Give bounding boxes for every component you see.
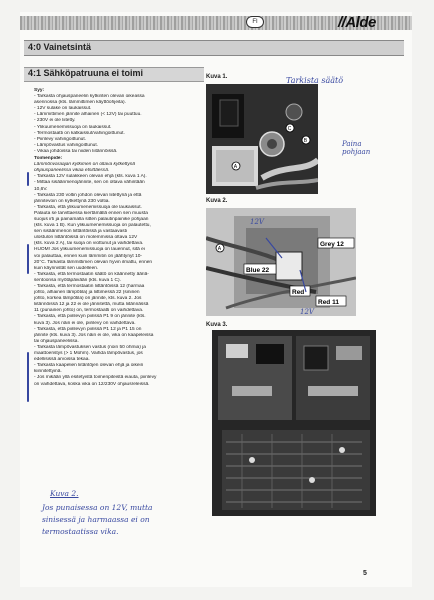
body-line: - Jos mikään yllä esitetyistä toimenpiteistä eiauta, piirilevy	[34, 375, 157, 381]
body-heading: Toimenpide:	[34, 156, 63, 162]
body-line: 10,6V.	[34, 186, 48, 192]
figure-1-photo	[206, 84, 318, 194]
body-line: - Tarkasta lämpövastuksen vastus (noin 50 ohmia) ja	[34, 344, 146, 350]
brand-logo: //Alde	[338, 14, 376, 31]
figure-1-illustration	[206, 84, 318, 194]
body-line: kuva 3). Jos näin ei ole, piirilevy on vaihdettava.	[34, 320, 136, 326]
callout-a: A	[233, 164, 238, 170]
section-title: 4:0 Vainetsintä	[28, 42, 92, 52]
body-line: jännitevoin on kytkettynä 230 voltia.	[34, 198, 110, 204]
figure-2-illustration	[206, 208, 356, 316]
body-line: ohjauspaneelissa vikaa etsittäessä.	[34, 168, 110, 174]
margin-mark	[27, 172, 29, 186]
label-red-11: Red 11	[318, 299, 339, 306]
body-line: on vaihdettava, koska vika on 12/230V ohjausreleissä.	[34, 381, 150, 387]
callout-c: C	[287, 126, 292, 132]
callout-b: B	[303, 138, 308, 144]
label-red: Red	[292, 289, 305, 296]
body-line: johto, korkea lämpötila) on jännite, kts. kuva 2. Jos	[34, 296, 142, 302]
body-text-column	[34, 87, 206, 388]
body-line: kuin käynnistät sen uudelleen.	[34, 265, 99, 271]
body-line: ulostulon liittäntöissä on molemmissa oltava 12V	[34, 235, 138, 241]
label-blue-22: Blue 22	[246, 267, 270, 274]
body-line: sentoonsa myötäpäivään (kts. kuva 1 C).	[34, 277, 121, 283]
handwritten-note-thermostat: Tarkista säätö	[286, 76, 344, 85]
body-line: edellisissä arvoissa tekaa.	[34, 357, 90, 363]
body-line: voi palauttaa, ennen kuin lämmitin on jäähtynyt 10-	[34, 253, 142, 259]
body-line: Lämmönvaraajan kytkimen on oltava kytkettynä	[34, 162, 136, 168]
body-line: - Tarkasta 12V sulakkeen olevan ehjä (kts. kuva 1 A).	[34, 174, 147, 180]
margin-mark	[27, 244, 29, 274]
handwritten-note-body	[42, 502, 212, 538]
body-line: - 12V sulake on laukaissut.	[34, 106, 92, 112]
body-line: - Vikaa johdoissa tai niiden liitännöissä.	[34, 148, 118, 154]
page-number: 5	[363, 570, 367, 577]
body-line: (kts. kuva 2 A), tai suoja on viottunut ja vaihdettava.	[34, 241, 144, 247]
handwritten-line: termostaatissa vika.	[42, 527, 119, 536]
body-line: sen sisäänmenon liittäntöissä ja vastaavasti	[34, 229, 128, 235]
figure-2-label: Kuva 2.	[206, 198, 228, 204]
body-line: HUOM! Jos ylikuumenemissuoja on lauennut, sitä ei	[34, 247, 145, 253]
body-line: tai ohjauspaneelissa.	[34, 338, 79, 344]
handwritten-note-12v-top: 12V	[250, 218, 264, 226]
body-line: asennossa (kts. lämmittimen käyttöohjeita).	[34, 100, 126, 106]
body-line: - Lämpövastus vahingoittunut.	[34, 142, 98, 148]
body-line: - Lämmittimen jännite alhainen (< 12V) tai puuttuu.	[34, 112, 142, 118]
body-line: (kts. kuva 1 B). Kun ylikuumenemissuoja on palautettu,	[34, 223, 151, 229]
margin-mark	[27, 352, 29, 402]
section-heading	[24, 40, 404, 56]
label-grey-12: Grey 12	[320, 241, 344, 248]
figure-1-label: Kuva 1.	[206, 74, 228, 80]
handwritten-note-title: Kuva 2.	[50, 489, 79, 498]
body-line: - Ylikuumenemissuoja on laukaissut.	[34, 124, 112, 130]
body-line: Palauta se tarvittaessa kiertämällä ennen sen muusta	[34, 210, 148, 216]
body-line: - Tarkasta 230 voltin johdon olevan liitettynä ja että	[34, 192, 142, 198]
subsection-title: 4:1 Sähköpatruuna ei toimi	[28, 68, 144, 78]
body-line: - 230V ei ole liitetty.	[34, 118, 76, 124]
body-line: jännite (kts. kuva 3). Jos näin ei ole, vika on kaapeleissa	[34, 332, 154, 338]
body-line: - Tarkasta, että termostaatin liittäntöissä 12 (harmaa	[34, 284, 145, 289]
handwritten-line: sinisessä ja harmaassa ei on	[42, 515, 150, 524]
body-line: - Tarkasta, että piirilevyn piirissä P1 12 ja P1 15 on	[34, 326, 142, 332]
body-line: johto, alhainen lämpötila) ja liittimessä 22 (sininen	[34, 290, 140, 296]
body-line: - Tarkasta kaapelien liitäntöjen olevan ehjä ja oikein	[34, 363, 144, 369]
body-line: - Tarkasta, että termostaatin säätö on käännetty ääriä-	[34, 271, 149, 277]
body-line: suojus irti ja painamalla sitten palautinpainike pohjaan	[34, 216, 149, 222]
subsection-heading	[24, 67, 204, 82]
figure-3-illustration	[212, 330, 376, 516]
body-line: maattoeristys (> 1 Mohm). Vaihda lämpövastus, jos	[34, 351, 143, 357]
handwritten-note-press: Paina pohjaan	[342, 140, 371, 156]
figure-3-label: Kuva 3.	[206, 322, 228, 328]
body-line: 20°C. Tarkasta lämmittimen olevan hyvin ilmattu, ennen	[34, 259, 153, 265]
body-line: liitännöissä 12 ja 22 ei ole jännitettä, mutta liitännässä	[34, 302, 149, 308]
body-line: - Termostaatti on katkaissut/vahingoittunut.	[34, 130, 125, 136]
handwritten-note-12v-bottom: 12V	[300, 308, 314, 316]
body-line: kiinnitettyinä.	[34, 369, 62, 375]
callout-a-fig2: A	[217, 246, 222, 252]
manual-page	[20, 12, 412, 587]
figure-2-photo	[206, 208, 356, 316]
body-line: - Tarkasta, että ylikuumenemissuoja ole laukaissut.	[34, 204, 142, 210]
body-line: 11 (punainen johto) on, termostaatti on vaihdettava.	[34, 308, 144, 314]
body-line: - Piirilevy vahingoittunut.	[34, 136, 86, 142]
handwritten-line: Jos punaisessa on 12V, mutta	[42, 503, 153, 512]
body-line: - Tarkasta ohjauspaneelin kytkinten olevan oikeassa	[34, 94, 145, 100]
figure-3-photo	[212, 330, 376, 516]
body-line: - Mittaa sisäänmenojännite, sen on oltava vähintään	[34, 180, 145, 186]
language-badge: FI	[246, 16, 264, 28]
body-line: - Tarkasta, että piirilevyn piirissä P1 9 on jännite (kts.	[34, 314, 146, 320]
body-heading: Syy:	[34, 88, 45, 93]
